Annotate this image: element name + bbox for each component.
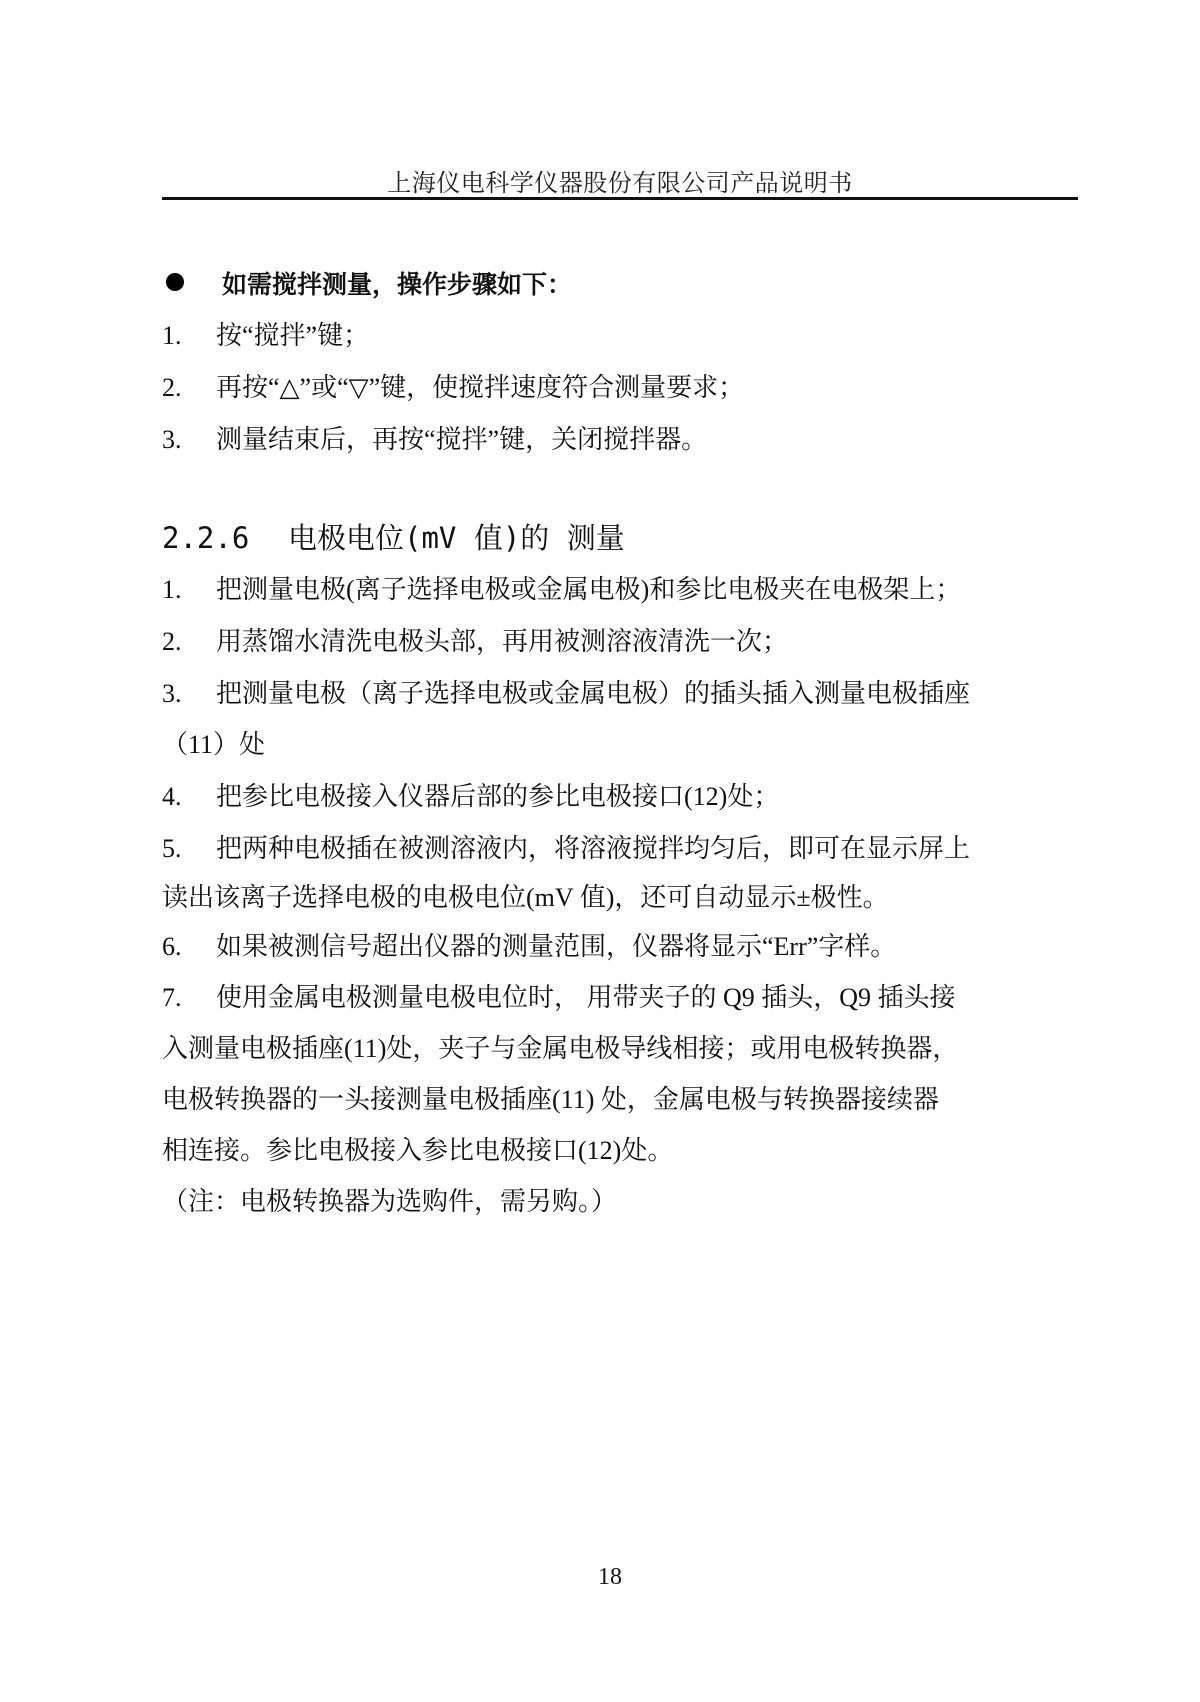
list-item (162, 832, 1082, 866)
item-text: 把参比电极接入仪器后部的参比电极接口(12)处； (216, 782, 780, 811)
stir-step (162, 319, 1082, 353)
section-number: 2.2.6 (162, 521, 250, 555)
page-number: 18 (598, 1564, 622, 1590)
stir-step (162, 371, 1082, 405)
item-number: 5. (162, 834, 182, 863)
section-heading (162, 521, 1082, 555)
list-item (162, 625, 1082, 659)
stir-step (162, 423, 1082, 457)
item-text: 使用金属电极测量电极电位时， 用带夹子的 Q9 插头，Q9 插头接 (216, 983, 956, 1012)
item-text: 用蒸馏水清洗电极头部，再用被测溶液清洗一次； (216, 627, 789, 656)
item-text: 如果被测信号超出仪器的测量范围，仪器将显示“Err”字样。 (216, 932, 897, 961)
item-text: 把测量电极（离子选择电极或金属电极）的插头插入测量电极插座 (216, 679, 971, 708)
item-number: 2. (162, 627, 182, 656)
list-item (162, 780, 1082, 814)
item-text: 把两种电极插在被测溶液内，将溶液搅拌均匀后，即可在显示屏上 (216, 834, 971, 863)
item-number: 6. (162, 932, 182, 961)
step-number: 3. (162, 425, 182, 454)
step-number: 2. (162, 373, 182, 402)
list-item (162, 573, 1082, 607)
item-text: 把测量电极(离子选择电极或金属电极)和参比电极夹在电极架上； (216, 575, 962, 604)
item-continuation: 电极转换器的一头接测量电极插座(11) 处，金属电极与转换器接续器 (162, 1085, 939, 1114)
stir-heading-text: 如需搅拌测量，操作步骤如下： (222, 270, 573, 299)
step-text: 再按“△”或“▽”键，使搅拌速度符合测量要求； (216, 373, 745, 402)
header-title: 上海仪电科学仪器股份有限公司产品说明书 (387, 171, 853, 197)
bullet-icon (166, 273, 184, 291)
item-continuation: 相连接。参比电极接入参比电极接口(12)处。 (162, 1136, 674, 1165)
header-divider (162, 197, 1078, 200)
section-title: 电极电位(mV 值)的 测量 (288, 521, 625, 555)
step-text: 测量结束后，再按“搅拌”键，关闭搅拌器。 (216, 425, 708, 454)
list-item (162, 930, 1082, 964)
item-number: 3. (162, 679, 182, 708)
item-number: 7. (162, 983, 182, 1012)
step-number: 1. (162, 321, 182, 350)
item-continuation: 入测量电极插座(11)处，夹子与金属电极导线相接；或用电极转换器， (162, 1034, 959, 1063)
item-continuation: （11）处 (162, 730, 266, 759)
item-number: 4. (162, 782, 182, 811)
list-item (162, 677, 1082, 711)
stir-heading (162, 268, 1082, 302)
step-text: 按“搅拌”键； (216, 321, 370, 350)
item-continuation: 读出该离子选择电极的电极电位(mV 值)，还可自动显示±极性。 (162, 883, 889, 912)
section-note: （注：电极转换器为选购件，需另购。） (162, 1187, 618, 1216)
item-number: 1. (162, 575, 182, 604)
list-item (162, 981, 1082, 1015)
